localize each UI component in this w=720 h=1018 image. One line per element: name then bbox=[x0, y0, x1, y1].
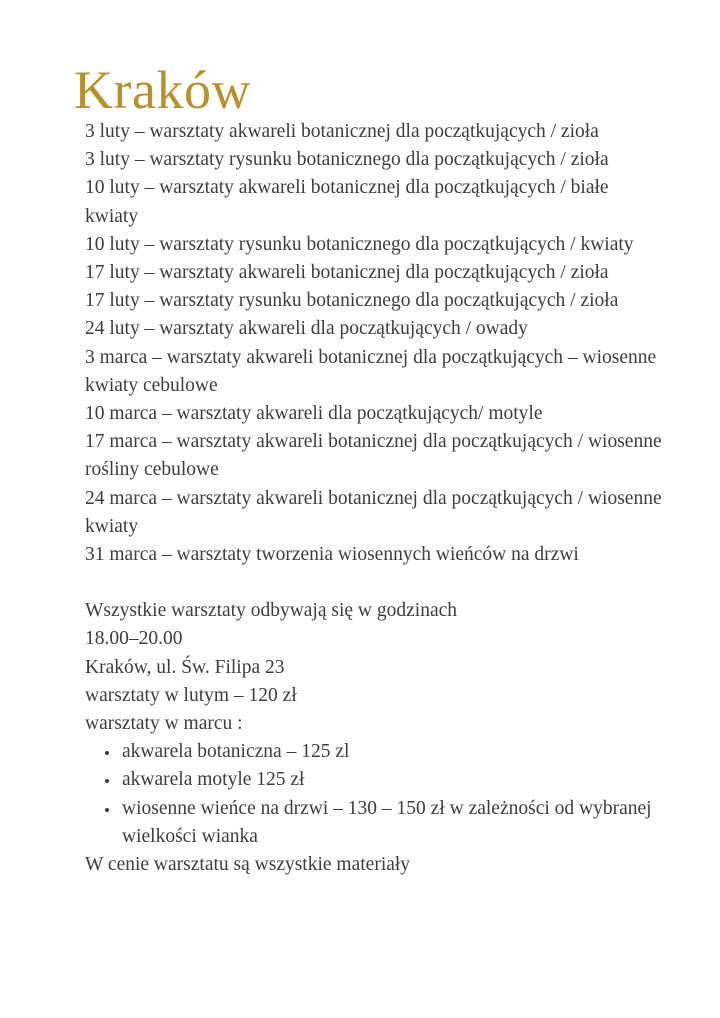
list-item: 3 luty – warsztaty rysunku botanicznego dla początkujących / zioła bbox=[85, 149, 609, 171]
list-item: 17 luty – warsztaty rysunku botanicznego dla początkujących / zioła bbox=[85, 290, 619, 312]
march-price-heading: warsztaty w marcu : bbox=[85, 713, 243, 735]
list-item: • akwarela motyle 125 zł bbox=[120, 766, 663, 794]
list-item: 24 marca – warsztaty akwareli botanicznej dla początkujących / wiosenne kwiaty bbox=[85, 487, 662, 537]
address-text: Kraków, ul. Św. Filipa 23 bbox=[85, 656, 285, 678]
list-item: • akwarela botaniczna – 125 zl bbox=[120, 738, 663, 766]
list-item: 3 marca – warsztaty akwareli botanicznej dla początkujących – wiosenne kwiaty cebulowe bbox=[85, 346, 657, 396]
hours-intro-text: Wszystkie warsztaty odbywają się w godzinach bbox=[85, 600, 458, 622]
document-content bbox=[85, 118, 663, 879]
list-item: 17 luty – warsztaty akwareli botanicznej dla początkujących / zioła bbox=[85, 262, 609, 284]
workshop-schedule-list bbox=[85, 118, 663, 569]
list-item: 31 marca – warsztaty tworzenia wiosennych wieńców na drzwi bbox=[85, 544, 579, 566]
list-item: 3 luty – warsztaty akwareli botanicznej dla początkujących / zioła bbox=[85, 121, 599, 142]
list-item: 10 luty – warsztaty rysunku botanicznego dla początkujących / kwiaty bbox=[85, 233, 634, 255]
list-item: 10 marca – warsztaty akwareli dla początkujących/ motyle bbox=[85, 403, 543, 425]
february-price-text: warsztaty w lutym – 120 zł bbox=[85, 684, 297, 706]
march-price-list bbox=[85, 738, 663, 851]
hours-text: 18.00–20.00 bbox=[85, 628, 183, 650]
page-title: Kraków bbox=[74, 60, 251, 121]
list-item: • wiosenne wieńce na drzwi – 130 – 150 zł w zależności od wybranej wielkości wianka bbox=[120, 795, 663, 851]
list-item: 10 luty – warsztaty akwareli botanicznej dla początkujących / białe kwiaty bbox=[85, 177, 609, 227]
materials-included-text: W cenie warsztatu są wszystkie materiały bbox=[85, 854, 411, 876]
info-block bbox=[85, 597, 663, 879]
list-item: 17 marca – warsztaty akwareli botanicznej dla początkujących / wiosenne rośliny cebulowe bbox=[85, 431, 662, 481]
list-item: 24 luty – warsztaty akwareli dla początkujących / owady bbox=[85, 318, 528, 340]
